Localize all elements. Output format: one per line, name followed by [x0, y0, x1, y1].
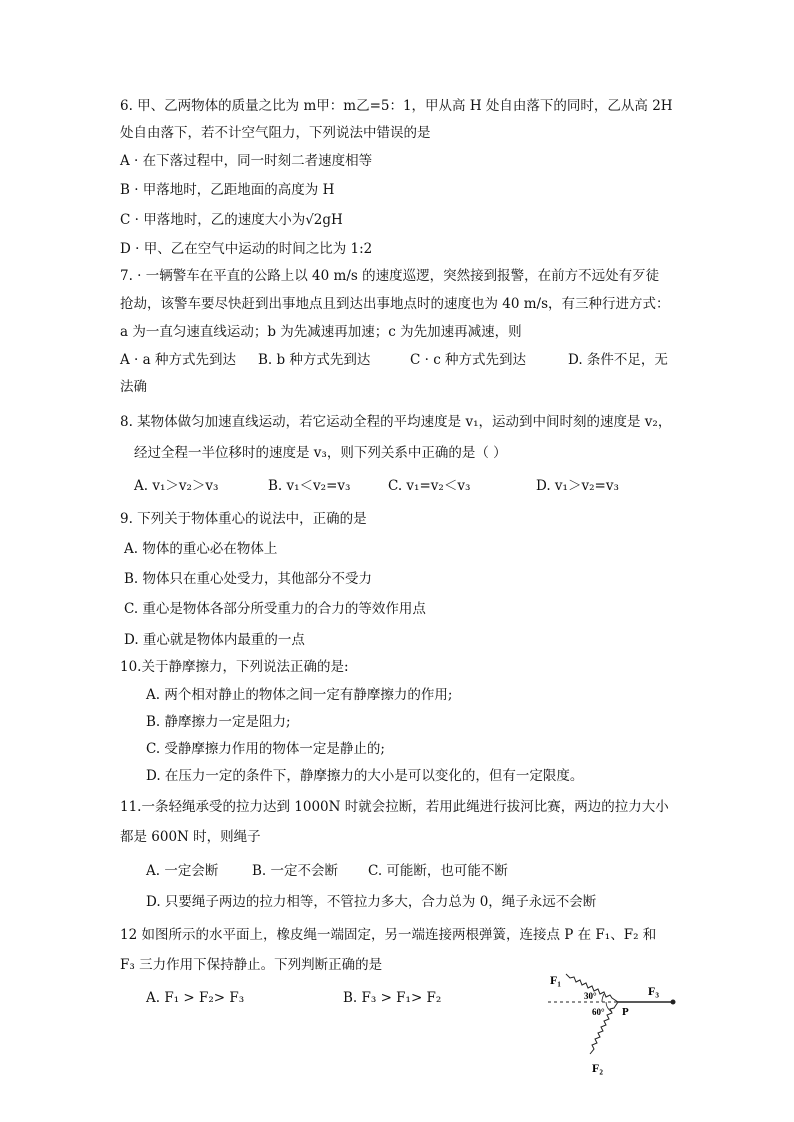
q8-option-a: A. v₁＞v₂＞v₃	[134, 478, 219, 494]
q8-option-d: D. v₁＞v₂=v₃	[536, 478, 619, 494]
q6-option-b: B · 甲落地时，乙距地面的高度为 H	[120, 182, 335, 198]
q9-option-b: B. 物体只在重心处受力，其他部分不受力	[124, 571, 373, 587]
q10-option-b: B. 静摩擦力一定是阻力;	[146, 714, 291, 730]
q11-option-b: B. 一定不会断	[252, 863, 339, 879]
q6-option-a: A · 在下落过程中，同一时刻二者速度相等	[120, 153, 373, 169]
label-f3: F₃	[648, 984, 659, 998]
q11-stem-line1: 11.一条轻绳承受的拉力达到 1000N 时就会拉断，若用此绳进行拔河比赛，两边的拉力大小	[120, 799, 669, 815]
q12-option-a: A. F₁ > F₂> F₃	[146, 990, 245, 1006]
q10-option-d: D. 在压力一定的条件下，静摩擦力的大小是可以变化的，但有一定限度。	[146, 768, 584, 784]
q11-option-c: C. 可能断，也可能不断	[368, 863, 508, 879]
q9-option-c: C. 重心是物体各部分所受重力的合力的等效作用点	[124, 601, 426, 617]
q7-option-d-cont: 法确	[120, 379, 147, 395]
q7-stem-line1: 7. · 一辆警车在平直的公路上以 40 m/s 的速度巡逻，突然接到报警，在前方不远处有歹徒	[120, 268, 660, 284]
rope-end-dot	[671, 1000, 676, 1005]
q9-option-a: A. 物体的重心必在物体上	[124, 541, 278, 557]
q8-option-b: B. v₁＜v₂=v₃	[268, 478, 351, 494]
q10-stem: 10.关于静摩擦力，下列说法正确的是:	[120, 659, 349, 675]
q11-option-a: A. 一定会断	[146, 863, 219, 879]
q8-stem-line1: 8. 某物体做匀加速直线运动，若它运动全程的平均速度是 v₁，运动到中间时刻的速度是 v₂，	[120, 414, 672, 430]
label-angle-30: 30°	[584, 991, 597, 1001]
angle-arc-30	[602, 994, 604, 1002]
q11-option-d: D. 只要绳子两边的拉力相等，不管拉力多大，合力总为 0，绳子永远不会断	[146, 894, 597, 910]
force-diagram	[540, 962, 690, 1080]
q7-option-c: C · c 种方式先到达	[410, 352, 527, 368]
q6-stem-line2: 处自由落下，若不计空气阻力，下列说法中错误的是	[120, 125, 431, 141]
q6-option-c: C · 甲落地时，乙的速度大小为√2gH	[120, 212, 343, 228]
label-p: P	[622, 1006, 629, 1018]
label-f2: F₂	[592, 1061, 603, 1075]
q7-option-b: B. b 种方式先到达	[258, 352, 371, 368]
q7-option-a: A · a 种方式先到达	[120, 352, 236, 368]
q7-stem-line3: a 为一直匀速直线运动；b 为先减速再加速；c 为先加速再减速，则	[120, 324, 522, 340]
q8-option-c: C. v₁=v₂＜v₃	[388, 478, 471, 494]
q12-stem-line1: 12 如图所示的水平面上，橡皮绳一端固定，另一端连接两根弹簧，连接点 P 在 F₁、F₂ 和	[120, 927, 657, 943]
q10-option-c: C. 受静摩擦力作用的物体一定是静止的;	[146, 741, 385, 757]
q6-stem-line1: 6. 甲、乙两物体的质量之比为 m甲：m乙=5：1，甲从高 H 处自由落下的同时，乙从高 2H	[120, 98, 673, 114]
q10-option-a: A. 两个相对静止的物体之间一定有静摩擦力的作用;	[146, 687, 453, 703]
q7-stem-line2: 抢劫，该警车要尽快赶到出事地点且到达出事地点时的速度也为 40 m/s，有三种行进方式：	[120, 296, 670, 312]
q9-option-d: D. 重心就是物体内最重的一点	[124, 632, 305, 648]
q7-option-d: D. 条件不足，无	[568, 352, 668, 368]
q12-option-b: B. F₃ > F₁> F₂	[343, 990, 442, 1006]
label-f1: F₁	[550, 973, 561, 987]
q6-option-d: D · 甲、乙在空气中运动的时间之比为 1:2	[120, 241, 373, 257]
q9-stem: 9. 下列关于物体重心的说法中，正确的是	[120, 511, 367, 527]
q12-stem-line2: F₃ 三力作用下保持静止。下列判断正确的是	[120, 957, 383, 973]
label-angle-60: 60°	[592, 1007, 605, 1017]
force-diagram-svg	[540, 962, 690, 1080]
q11-stem-line2: 都是 600N 时，则绳子	[120, 829, 261, 845]
q8-stem-line2: 经过全程一半位移时的速度是 v₃，则下列关系中正确的是（ ）	[134, 445, 507, 461]
